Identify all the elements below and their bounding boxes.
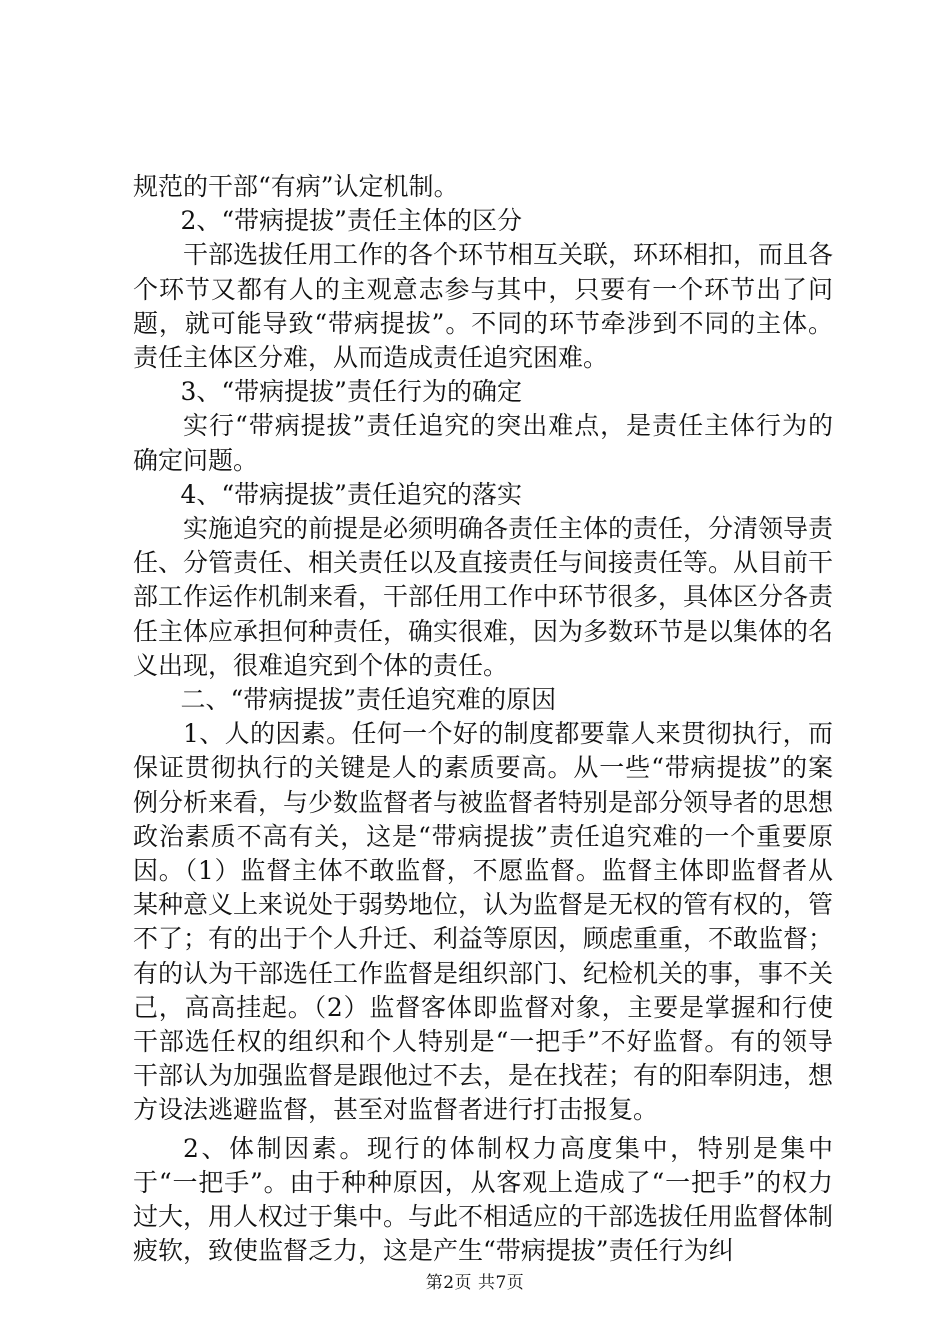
paragraph-human-factor: 1、人的因素。任何一个好的制度都要靠人来贯彻执行，而保证贯彻执行的关键是人的素质要高。从一些“带病提拔”的案例分析来看，与少数监督者与被监督者特别是部分领导者的思想政治素质不高有关，这是“带病提拔”责任追究难的一个重要原因。（1）监督主体不敢监督，不愿监督。监督主体即监督者从某种意义上来说处于弱势地位，认为监督是无权的管有权的，管不了；有的出于个人升迁、利益等原因，顾虑重重，不敢监督；有的认为干部选任工作监督是组织部门、纪检机关的事，事不关己，高高挂起。（2）监督客体即监督对象，主要是掌握和行使干部选任权的组织和个人特别是“一把手”不好监督。有的领导干部认为加强监督是跟他过不去，是在找茬；有的阳奉阴违，想方设法逃避监督，甚至对监督者进行打击报复。: [133, 719, 834, 1125]
page-footer: 第2页 共7页: [425, 1273, 525, 1293]
subheading-2: 2、“带病提拔”责任主体的区分: [180, 206, 522, 236]
paragraph-behavior-determination: 实行“带病提拔”责任追究的突出难点，是责任主体行为的确定问题。: [133, 411, 833, 475]
document-body: [133, 170, 833, 1269]
paragraph-system-factor: 2、体制因素。现行的体制权力高度集中，特别是集中于“一把手”。由于种种原因，从客观上造成了“一把手”的权力过大，用人权过于集中。与此不相适应的干部选拔任用监督体制疲软，致使监督乏力，这是产生“带病提拔”责任行为纠: [133, 1133, 834, 1266]
paragraph-continuation: 规范的干部“有病”认定机制。: [133, 172, 459, 201]
subheading-4: 4、“带病提拔”责任追究的落实: [180, 479, 522, 509]
paragraph-responsibility-subject: 干部选拔任用工作的各个环节相互关联，环环相扣，而且各个环节又都有人的主观意志参与其中，只要有一个环节出了问题，就可能导致“带病提拔”。不同的环节牵涉到不同的主体。责任主体区分难，从而造成责任追究困难。: [133, 240, 834, 373]
section-heading-2: 二、“带病提拔”责任追究难的原因: [180, 685, 557, 715]
subheading-3: 3、“带病提拔”责任行为的确定: [180, 377, 522, 407]
paragraph-implementation: 实施追究的前提是必须明确各责任主体的责任，分清领导责任、分管责任、相关责任以及直接责任与间接责任等。从目前干部工作运作机制来看，干部任用工作中环节很多，具体区分各责任主体应承担何种责任，确实很难，因为多数环节是以集体的名义出现，很难追究到个体的责任。: [133, 514, 834, 680]
